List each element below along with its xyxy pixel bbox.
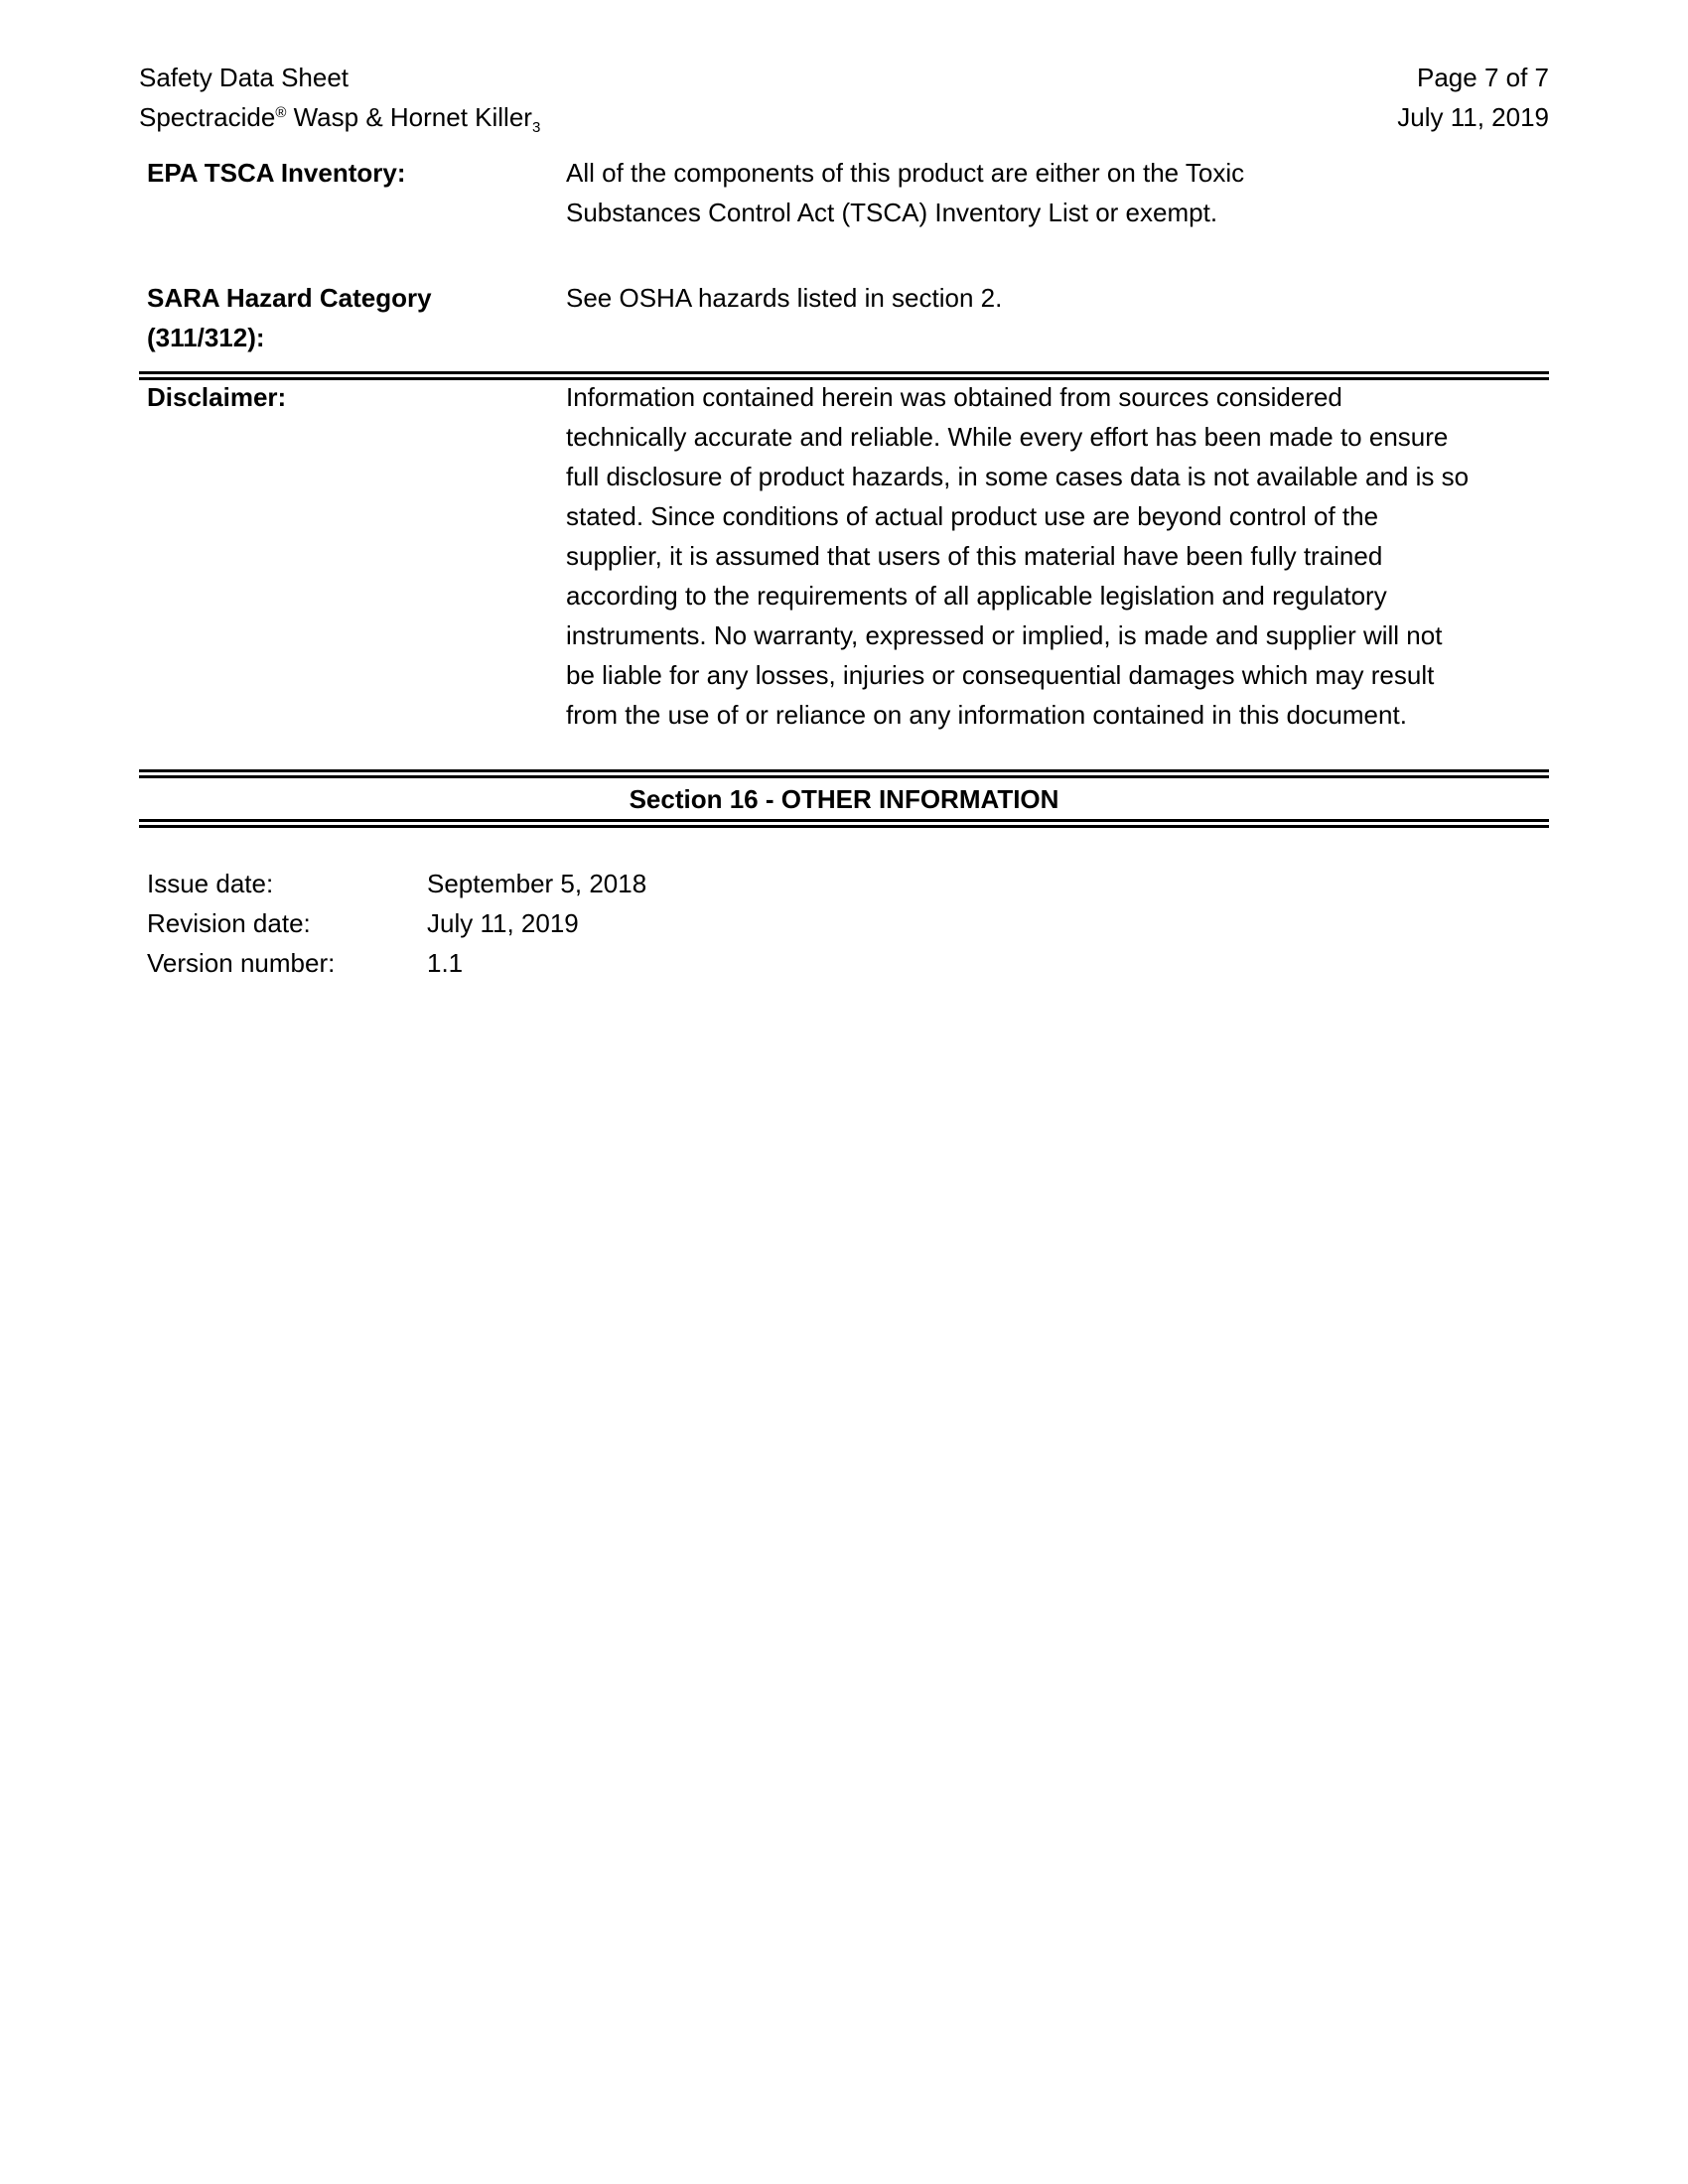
product-brand: Spectracide [139,102,276,132]
disclaimer-text [566,377,1549,735]
disclaimer-line: technically accurate and reliable. While every effort has been made to ensure [566,422,1449,452]
product-title: Wasp & Hornet Killer [286,102,532,132]
sara-label-line: SARA Hazard Category [147,283,432,313]
tsca-line: All of the components of this product are either on the Toxic [566,158,1245,188]
issue-date-value: September 5, 2018 [427,869,647,898]
sara-value: See OSHA hazards listed in section 2. [566,283,1003,313]
disclaimer-line: supplier, it is assumed that users of this material have been fully trained [566,541,1383,571]
divider [139,769,1549,778]
sara-label-line: (311/312): [147,323,265,352]
issue-date-label: Issue date: [147,869,274,898]
version-number-label: Version number: [147,948,336,978]
disclaimer-line: full disclosure of product hazards, in some cases data is not available and is so [566,462,1470,491]
product-subscript: 3 [531,119,541,136]
disclaimer-line: stated. Since conditions of actual product use are beyond control of the [566,501,1379,531]
disclaimer-line: according to the requirements of all applicable legislation and regulatory [566,581,1387,611]
tsca-value [566,153,1549,232]
tsca-label: EPA TSCA Inventory: [147,158,406,188]
revision-date-label: Revision date: [147,908,311,938]
disclaimer-line: from the use of or reliance on any information contained in this document. [566,700,1407,730]
page-header-right [1397,58,1549,137]
registered-mark: ® [275,104,287,121]
disclaimer-line: Information contained herein was obtained from sources considered [566,382,1342,412]
page-header-left [139,58,540,137]
tsca-line: Substances Control Act (TSCA) Inventory List or exempt. [566,198,1218,227]
revision-date-value: July 11, 2019 [427,908,579,938]
section-title: Section 16 - OTHER INFORMATION [629,784,1059,814]
disclaimer-line: be liable for any losses, injuries or consequential damages which may result [566,660,1435,690]
disclaimer-label: Disclaimer: [147,382,287,412]
product-name [139,97,540,137]
version-number-value: 1.1 [427,948,464,978]
disclaimer-line: instruments. No warranty, expressed or implied, is made and supplier will not [566,620,1443,650]
header-date: July 11, 2019 [1397,102,1549,132]
sara-label [147,278,544,357]
document-type: Safety Data Sheet [139,63,350,92]
page-number: Page 7 of 7 [1417,63,1549,92]
divider [139,819,1549,828]
